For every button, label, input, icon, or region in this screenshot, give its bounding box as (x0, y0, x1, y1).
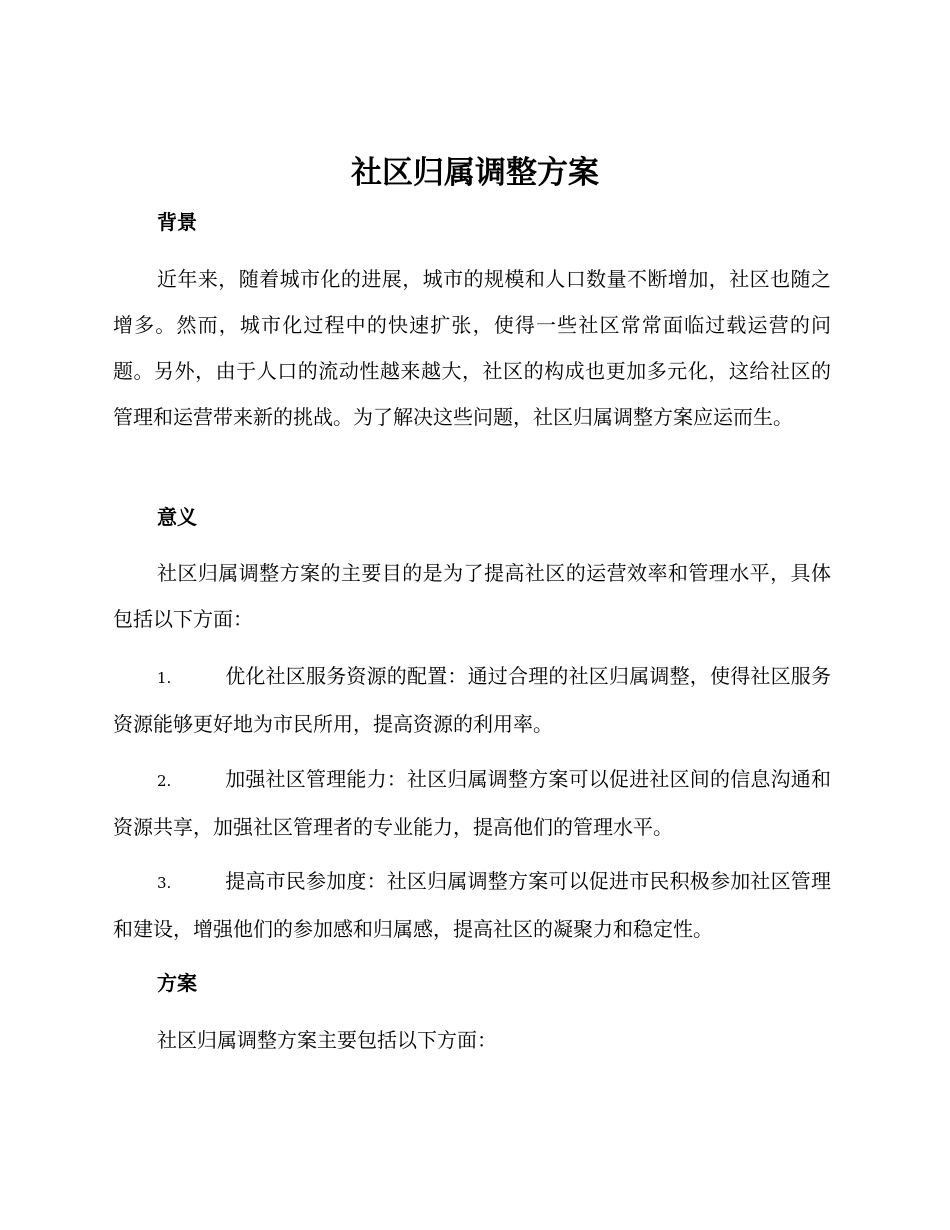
plan-intro-paragraph: 社区归属调整方案主要包括以下方面： (157, 1028, 497, 1052)
document-title: 社区归属调整方案 (351, 155, 599, 191)
list-item-text: 提高市民参加度：社区归属调整方案可以促进市民积极参加社区管理和建设，增强他们的参加感和归属感，提高社区的凝聚力和稳定性。 (113, 869, 831, 941)
list-item-text: 加强社区管理能力：社区归属调整方案可以促进社区间的信息沟通和资源共享，加强社区管理者的专业能力，提高他们的管理水平。 (113, 767, 831, 839)
significance-intro-paragraph: 社区归属调整方案的主要目的是为了提高社区的运营效率和管理水平，具体包括以下方面： (113, 561, 831, 631)
list-item (113, 858, 831, 952)
list-item-number: 2. (157, 772, 172, 790)
section-heading-plan: 方案 (157, 971, 197, 995)
list-item (113, 653, 831, 747)
section-heading-significance: 意义 (157, 505, 197, 529)
list-item-text: 优化社区服务资源的配置：通过合理的社区归属调整，使得社区服务资源能够更好地为市民所用，提高资源的利用率。 (113, 664, 831, 736)
list-item (113, 756, 831, 850)
list-item-number: 3. (157, 874, 172, 892)
list-item-number: 1. (157, 669, 172, 687)
background-paragraph: 近年来，随着城市化的进展，城市的规模和人口数量不断增加，社区也随之增多。然而，城市化过程中的快速扩张，使得一些社区常常面临过载运营的问题。另外，由于人口的流动性越来越大，社区的构成也更加多元化，这给社区的管理和运营带来新的挑战。为了解决这些问题，社区归属调整方案应运而生。 (113, 267, 831, 429)
section-heading-background: 背景 (157, 210, 197, 234)
